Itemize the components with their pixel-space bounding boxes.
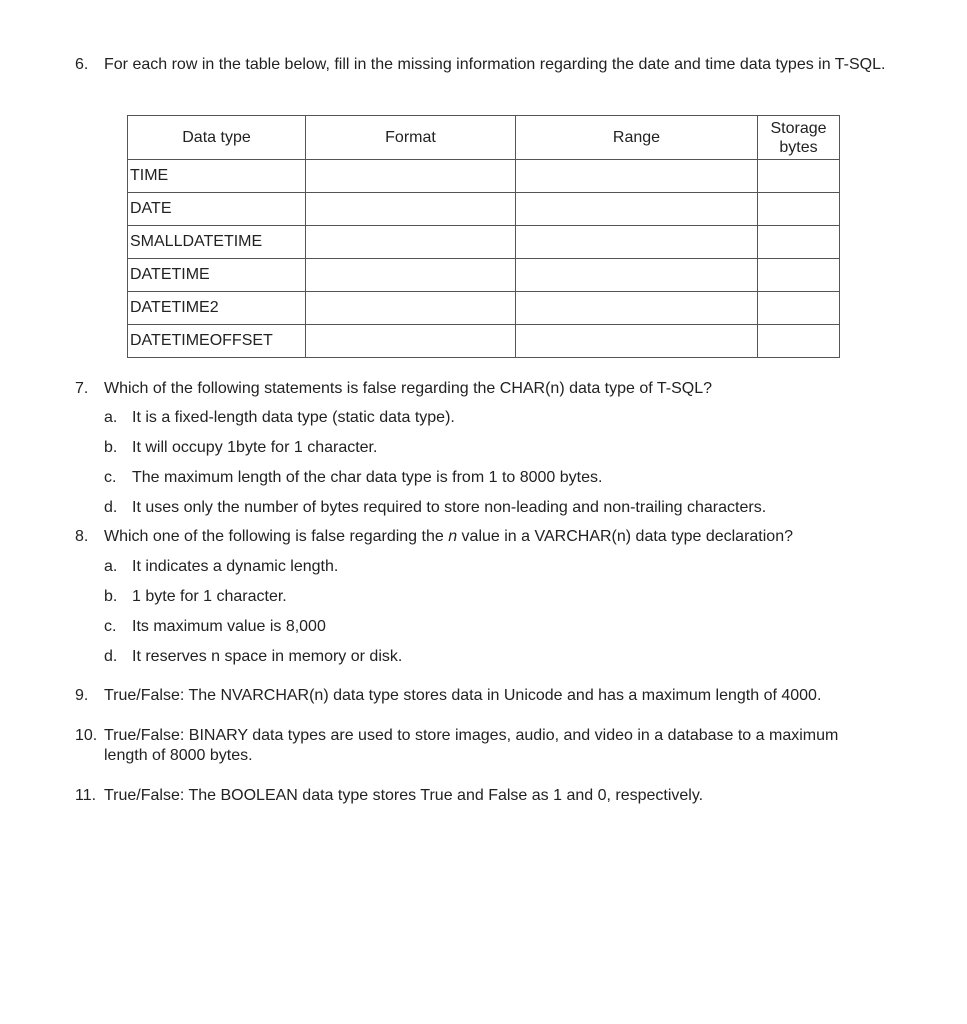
table-row (128, 226, 840, 259)
cell-data-type: TIME (128, 160, 306, 193)
table-row (128, 193, 840, 226)
question-number: 10. (75, 727, 98, 744)
option-7c (104, 468, 602, 488)
cell-storage[interactable] (758, 193, 840, 226)
option-text: It will occupy 1byte for 1 character. (132, 439, 378, 456)
option-8d (104, 647, 402, 667)
question-text: Which one of the following is false regarding the n value in a VARCHAR(n) data type declaration? (104, 528, 793, 545)
cell-range[interactable] (516, 259, 758, 292)
cell-range[interactable] (516, 160, 758, 193)
cell-data-type: DATETIME2 (128, 292, 306, 325)
option-8c (104, 617, 326, 637)
cell-format[interactable] (306, 226, 516, 259)
question-6 (75, 55, 935, 75)
question-number: 6. (75, 56, 89, 73)
question-9 (75, 686, 935, 706)
question-text: True/False: The BOOLEAN data type stores True and False as 1 and 0, respectively. (104, 787, 704, 804)
cell-format[interactable] (306, 160, 516, 193)
question-10 (75, 726, 865, 766)
cell-storage[interactable] (758, 160, 840, 193)
option-text: The maximum length of the char data type is from 1 to 8000 bytes. (132, 469, 603, 486)
option-label: c. (104, 469, 117, 486)
option-text: Its maximum value is 8,000 (132, 618, 326, 635)
option-label: b. (104, 439, 118, 456)
cell-storage[interactable] (758, 325, 840, 358)
header-range: Range (516, 116, 758, 160)
option-7a (104, 408, 455, 428)
cell-range[interactable] (516, 325, 758, 358)
option-text: It indicates a dynamic length. (132, 558, 339, 575)
cell-storage[interactable] (758, 226, 840, 259)
cell-range[interactable] (516, 292, 758, 325)
question-number: 7. (75, 380, 89, 397)
option-text: It reserves n space in memory or disk. (132, 648, 403, 665)
question-number: 11. (75, 787, 97, 804)
table-row (128, 259, 840, 292)
cell-data-type: DATETIMEOFFSET (128, 325, 306, 358)
option-text: 1 byte for 1 character. (132, 588, 287, 605)
option-text: It is a fixed-length data type (static data type). (132, 409, 455, 426)
question-7 (75, 379, 935, 399)
option-label: d. (104, 648, 118, 665)
question-text: For each row in the table below, fill in the missing information regarding the date and time data types in T-SQL. (104, 56, 886, 73)
table-row (128, 325, 840, 358)
header-data-type: Data type (128, 116, 306, 160)
option-label: a. (104, 558, 118, 575)
table-header-row (128, 116, 840, 160)
cell-storage[interactable] (758, 292, 840, 325)
table-row (128, 292, 840, 325)
option-8a (104, 557, 338, 577)
option-7b (104, 438, 377, 458)
header-format: Format (306, 116, 516, 160)
question-number: 8. (75, 528, 89, 545)
question-text: Which of the following statements is false regarding the CHAR(n) data type of T-SQL? (104, 380, 712, 397)
table-row (128, 160, 840, 193)
cell-format[interactable] (306, 292, 516, 325)
question-8 (75, 527, 935, 547)
date-time-types-table (127, 115, 840, 358)
header-storage-bytes: Storage bytes (758, 116, 840, 160)
question-text: True/False: The NVARCHAR(n) data type stores data in Unicode and has a maximum length of 4000. (104, 687, 822, 704)
question-11 (75, 786, 935, 806)
cell-format[interactable] (306, 259, 516, 292)
option-7d (104, 498, 766, 518)
cell-range[interactable] (516, 193, 758, 226)
cell-storage[interactable] (758, 259, 840, 292)
cell-format[interactable] (306, 193, 516, 226)
cell-range[interactable] (516, 226, 758, 259)
option-label: d. (104, 499, 118, 516)
cell-data-type: DATETIME (128, 259, 306, 292)
option-text: It uses only the number of bytes required to store non-leading and non-trailing characters. (132, 499, 767, 516)
question-number: 9. (75, 687, 89, 704)
cell-data-type: DATE (128, 193, 306, 226)
option-label: b. (104, 588, 118, 605)
option-label: c. (104, 618, 117, 635)
cell-data-type: SMALLDATETIME (128, 226, 306, 259)
option-8b (104, 587, 287, 607)
option-label: a. (104, 409, 118, 426)
cell-format[interactable] (306, 325, 516, 358)
question-text: True/False: BINARY data types are used to store images, audio, and video in a database to a maximum length of 8000 bytes. (104, 727, 839, 764)
